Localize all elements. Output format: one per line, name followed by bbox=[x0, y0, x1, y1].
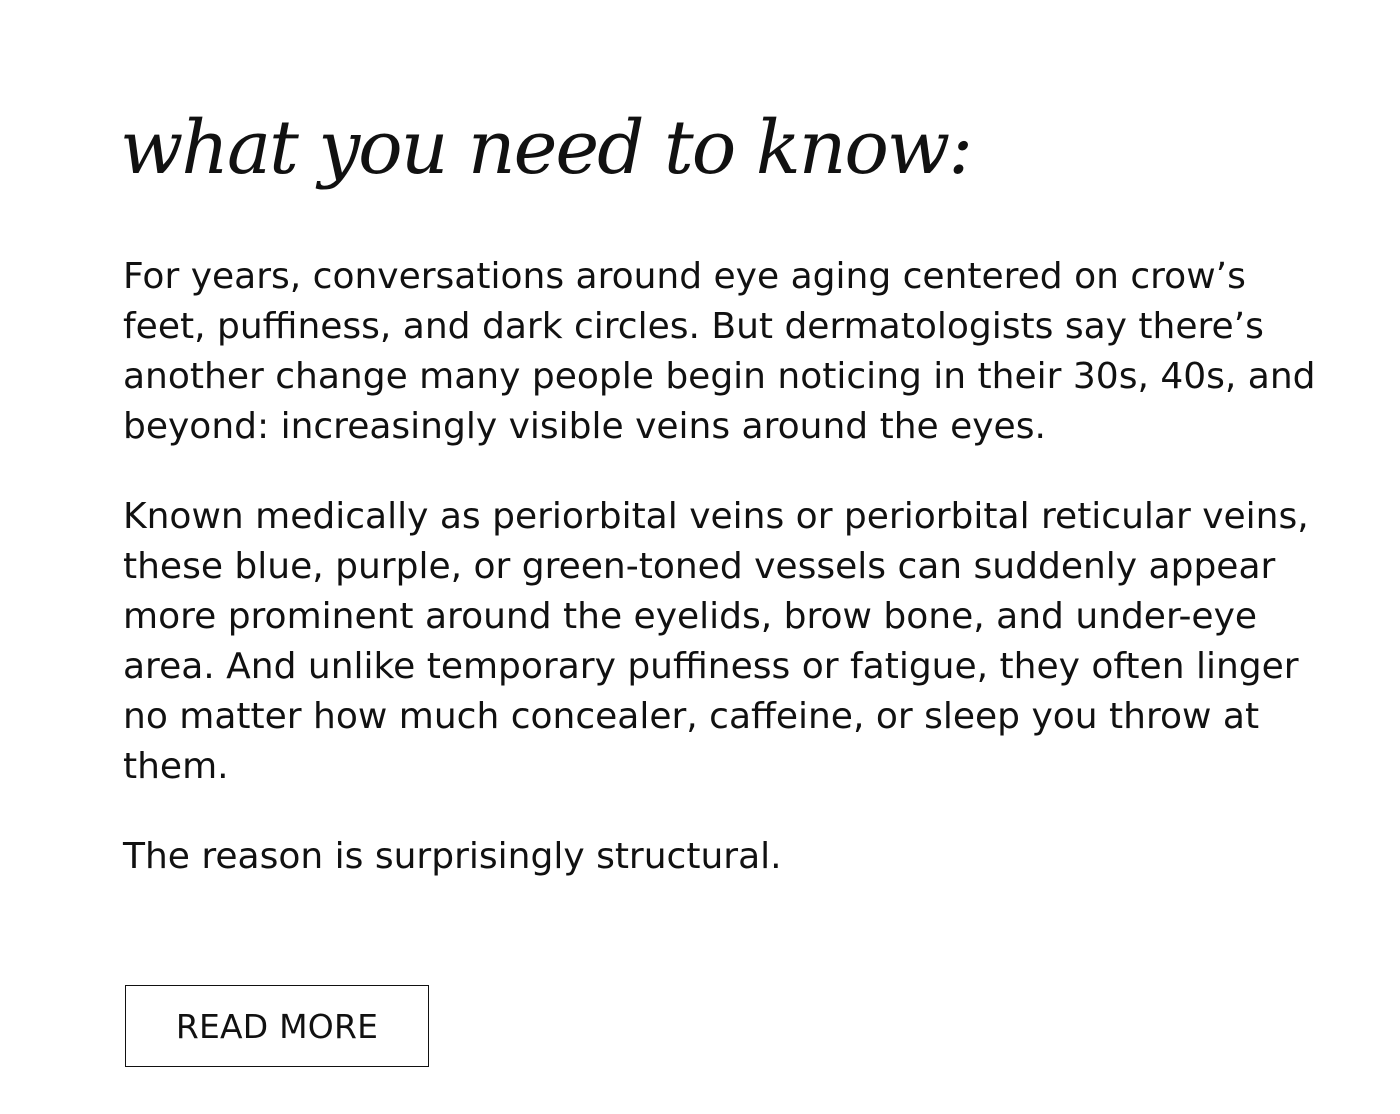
read-more-button[interactable]: READ MORE bbox=[125, 985, 429, 1067]
article-section bbox=[120, 100, 1333, 882]
section-heading: what you need to know: bbox=[120, 105, 972, 191]
paragraph-intro: For years, conversations around eye aging centered on crow’s feet, puffiness, and dark circles. But dermatologists say there’s another change many people begin noticing in their 30s, 40s, and beyond: increasingly visible veins around the eyes. bbox=[123, 256, 1316, 447]
paragraph-periorbital-veins: Known medically as periorbital veins or periorbital reticular veins, these blue, purple, or green-toned vessels can suddenly appear more prominent around the eyelids, brow bone, and under-eye area. And unlike temporary puffiness or fatigue, they often linger no matter how much concealer, caffeine, or sleep you throw at them. bbox=[123, 496, 1309, 787]
paragraph-reason: The reason is surprisingly structural. bbox=[123, 836, 782, 877]
